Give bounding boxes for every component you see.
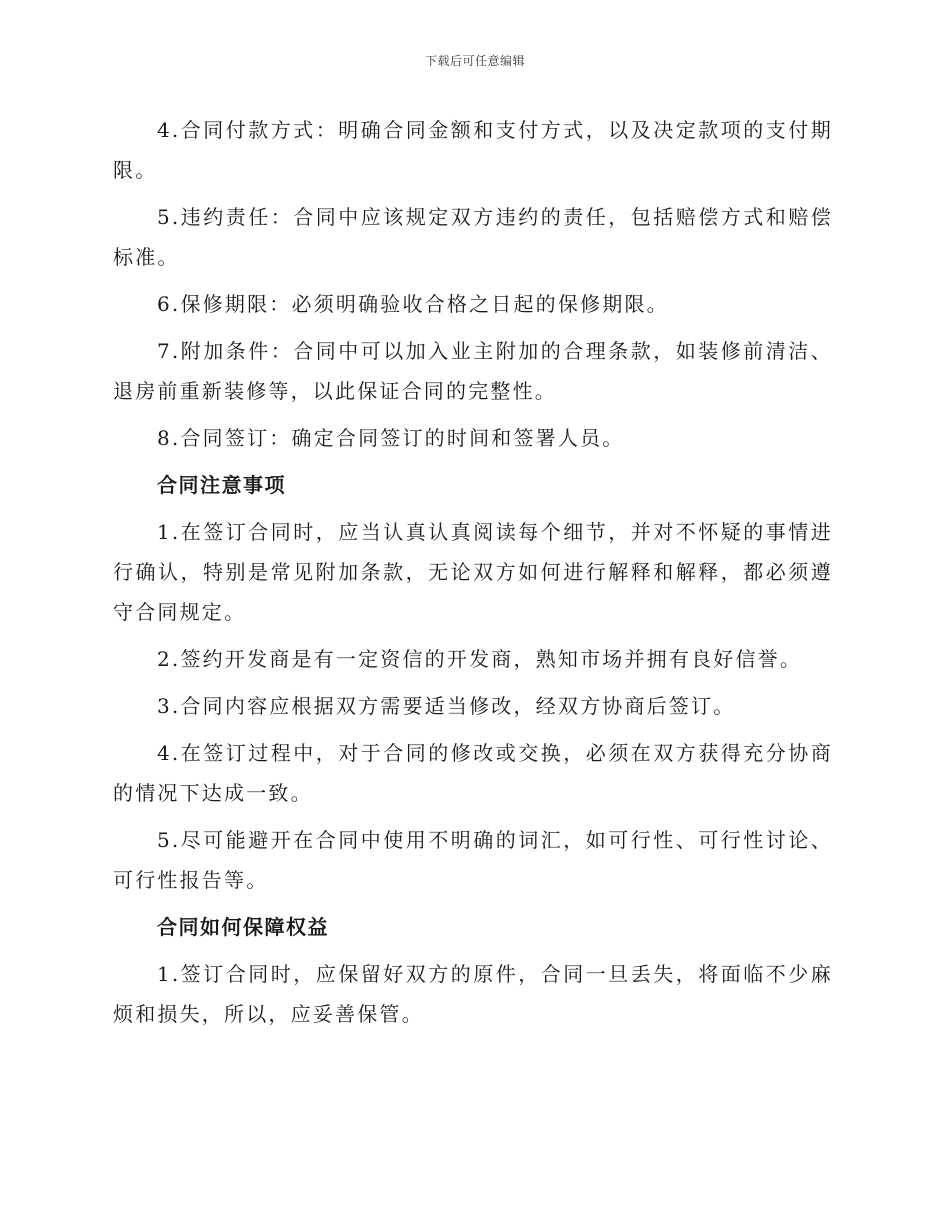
precaution-item-2: 2.签约开发商是有一定资信的开发商，熟知市场并拥有良好信誉。 — [157, 647, 803, 671]
precaution-item-3: 3.合同内容应根据双方需要适当修改，经双方协商后签订。 — [157, 694, 736, 718]
precaution-item-4: 4.在签订过程中，对于合同的修改或交换，必须在双方获得充分协商的情况下达成一致。 — [113, 741, 833, 805]
page-header-note: 下载后可任意编辑 — [424, 54, 525, 68]
section-heading-precautions: 合同注意事项 — [157, 473, 286, 497]
clause-payment-method: 4.合同付款方式：明确合同金额和支付方式，以及决定款项的支付期限。 — [113, 118, 833, 182]
clause-breach-liability: 5.违约责任：合同中应该规定双方违约的责任，包括赔偿方式和赔偿标准。 — [113, 205, 833, 269]
clause-warranty-period: 6.保修期限：必须明确验收合格之日起的保修期限。 — [157, 292, 669, 316]
precaution-item-5: 5.尽可能避开在合同中使用不明确的词汇，如可行性、可行性讨论、可行性报告等。 — [113, 828, 833, 892]
clause-signing: 8.合同签订：确定合同签订的时间和签署人员。 — [157, 426, 625, 450]
section-heading-rights-protection: 合同如何保障权益 — [157, 915, 329, 939]
rights-item-1: 1.签订合同时，应保留好双方的原件，合同一旦丢失，将面临不少麻烦和损失，所以，应妥善保管。 — [113, 962, 833, 1026]
clause-additional-terms: 7.附加条件：合同中可以加入业主附加的合理条款，如装修前清洁、退房前重新装修等，以此保证合同的完整性。 — [113, 339, 833, 403]
document-body — [113, 110, 833, 1041]
precaution-item-1: 1.在签订合同时，应当认真认真阅读每个细节，并对不怀疑的事情进行确认，特别是常见附加条款，无论双方如何进行解释和解释，都必须遵守合同规定。 — [113, 520, 833, 624]
